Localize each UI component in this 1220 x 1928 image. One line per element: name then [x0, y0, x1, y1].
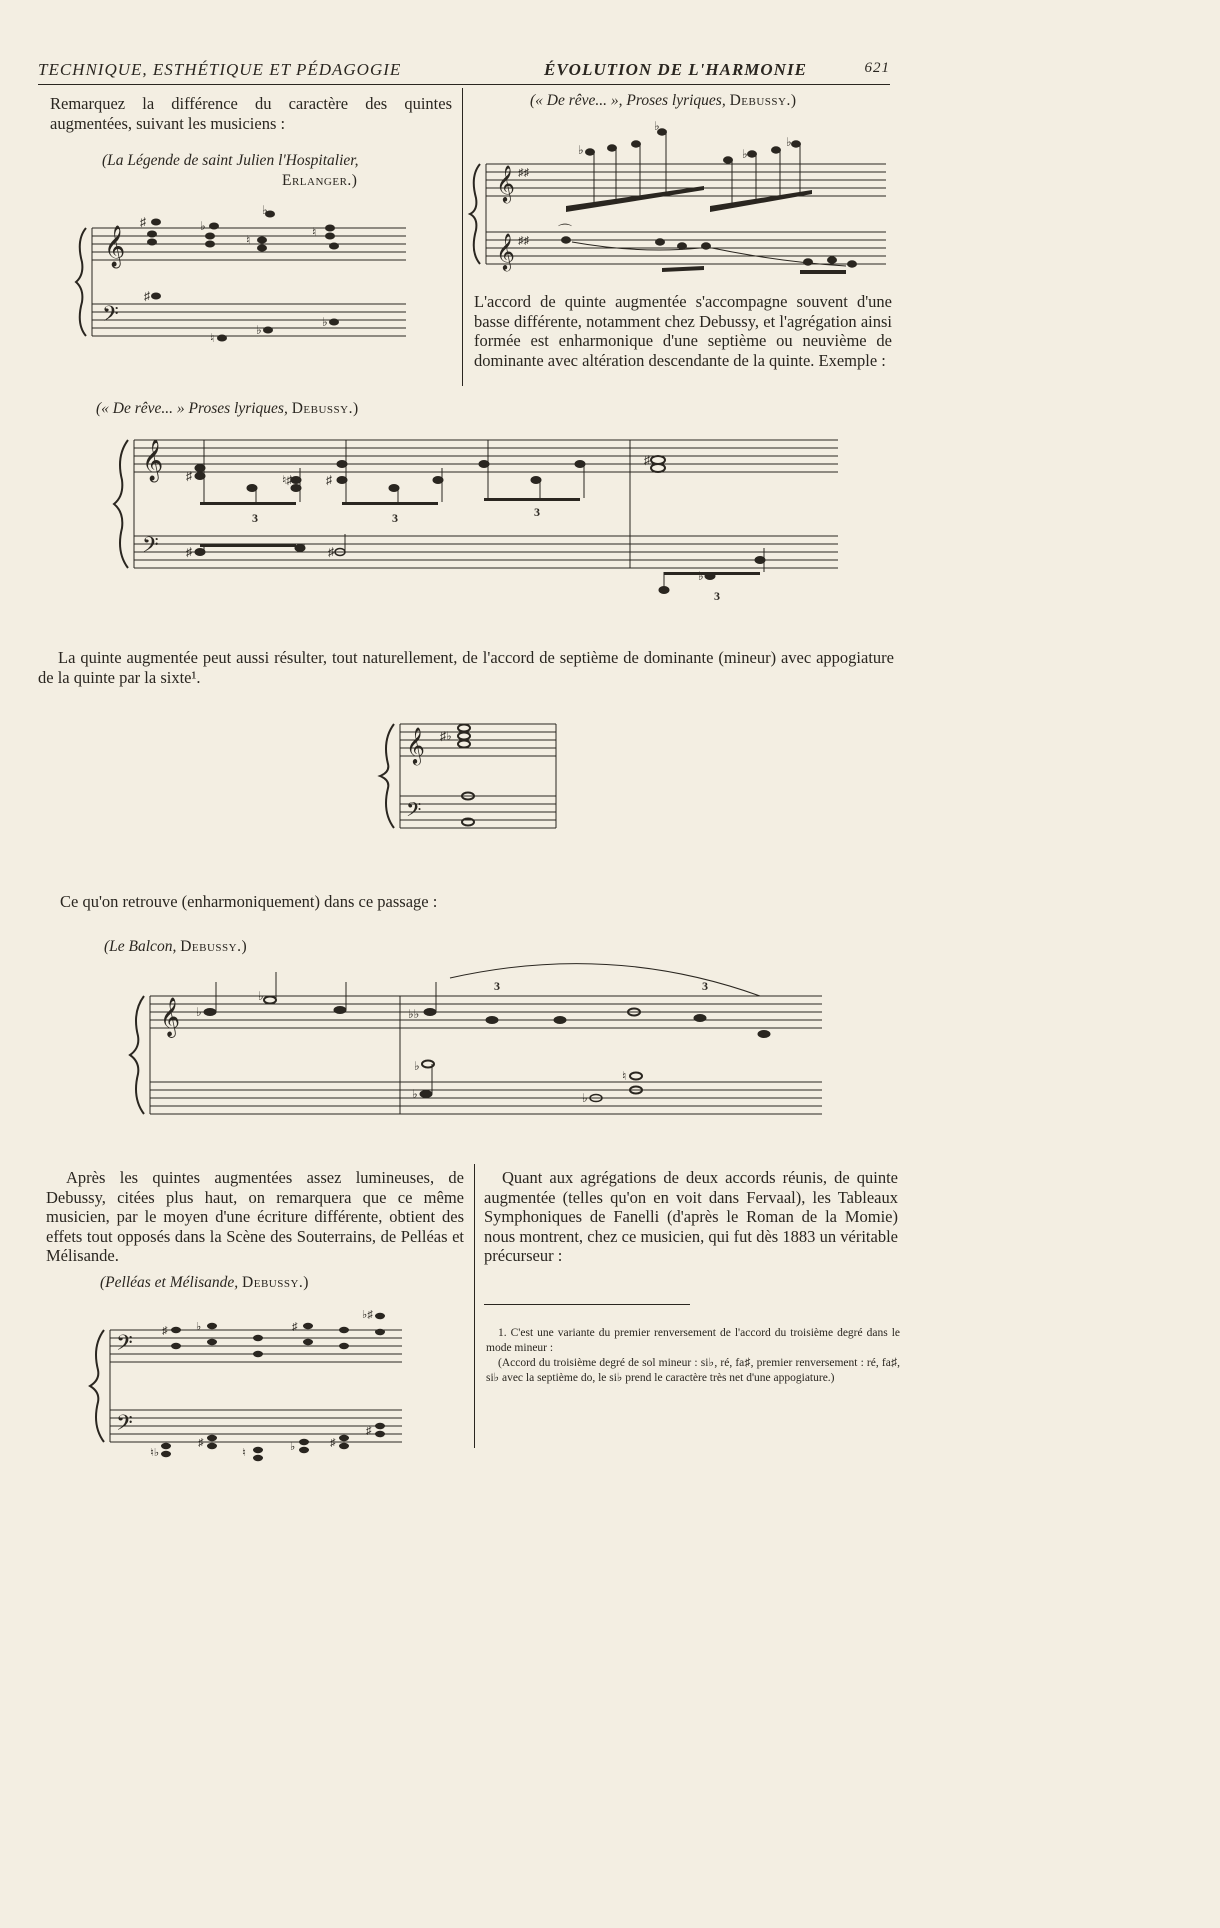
- svg-text:♭: ♭: [258, 989, 264, 1003]
- svg-text:♭: ♭: [196, 1321, 202, 1333]
- svg-text:♯: ♯: [326, 473, 332, 487]
- paragraph-passage: Ce qu'on retrouve (enharmoniquement) dans ce passage :: [60, 892, 438, 911]
- svg-text:♭♯: ♭♯: [362, 1309, 373, 1321]
- paragraph-quinte-augmentee: La quinte augmentée peut aussi résulter, tout naturellement, de l'accord de septième de dominante (mineur) avec appogiature de la quinte par la sixte¹.: [38, 648, 894, 687]
- caption-reve-1: (« De rêve... », Proses lyriques, Debussy.): [530, 92, 797, 109]
- svg-text:♭: ♭: [200, 219, 206, 233]
- svg-text:♯: ♯: [186, 545, 192, 559]
- svg-text:♭: ♭: [582, 1091, 588, 1105]
- svg-text:♯: ♯: [328, 545, 334, 559]
- svg-text:♯♯: ♯♯: [518, 167, 529, 179]
- footnote-rule: [484, 1304, 690, 1305]
- svg-text:♭: ♭: [414, 1059, 420, 1073]
- svg-text:𝄢: 𝄢: [406, 800, 422, 826]
- svg-text:♭: ♭: [654, 119, 660, 133]
- svg-text:♭: ♭: [322, 315, 328, 329]
- svg-text:♭: ♭: [698, 569, 704, 583]
- svg-text:⌒: ⌒: [558, 225, 572, 240]
- triplet-mark: 3: [702, 979, 708, 993]
- svg-text:♯: ♯: [162, 1325, 168, 1337]
- caption-erlanger-composer: Erlanger.): [282, 172, 358, 189]
- header-left: TECHNIQUE, ESTHÉTIQUE ET PÉDAGOGIE: [38, 60, 402, 79]
- caption-balcon: (Le Balcon, Debussy.): [104, 938, 248, 955]
- svg-text:♯: ♯: [186, 469, 192, 483]
- svg-text:𝄞: 𝄞: [160, 999, 181, 1036]
- svg-text:♭: ♭: [256, 323, 262, 337]
- svg-text:♭♭: ♭♭: [408, 1007, 420, 1021]
- caption-reve-2: (« De rêve... » Proses lyriques, Debussy.): [96, 400, 359, 417]
- svg-text:♯: ♯: [330, 1437, 336, 1449]
- svg-text:♯: ♯: [144, 289, 150, 303]
- svg-text:𝄞: 𝄞: [104, 226, 126, 266]
- svg-text:♮♯: ♮♯: [282, 473, 293, 487]
- svg-text:♮: ♮: [242, 1447, 246, 1459]
- svg-text:♯: ♯: [292, 1321, 298, 1333]
- svg-text:♭: ♭: [786, 135, 792, 149]
- triplet-mark: 3: [392, 511, 398, 525]
- svg-text:♯: ♯: [198, 1437, 204, 1449]
- svg-text:♭: ♭: [578, 143, 584, 157]
- paragraph-apres-quintes: Après les quintes augmentées assez lumineuses, de Debussy, citées plus haut, on remarquera que ce même musicien, par le moyen d'une écriture différente, obtient des effets tout opposés dans la Scène des Souterrains, de Pelléas et Mélisande.: [46, 1168, 464, 1265]
- triplet-mark: 3: [252, 511, 258, 525]
- svg-text:♮: ♮: [210, 331, 215, 345]
- svg-text:♯: ♯: [366, 1425, 372, 1437]
- svg-text:♯♯: ♯♯: [518, 235, 529, 247]
- svg-text:♭: ♭: [412, 1087, 418, 1101]
- svg-text:♯: ♯: [644, 453, 650, 467]
- header-right: ÉVOLUTION DE L'HARMONIE: [544, 60, 807, 79]
- footnote-line-2: (Accord du troisième degré de sol mineur : si♭, ré, fa♯, premier renversement : ré, fa♯, si♭ avec la septième do, le si♭ prend le caractère très net d'une appogiature.): [486, 1357, 900, 1384]
- page-number: 621: [864, 60, 890, 76]
- svg-text:♭: ♭: [262, 203, 268, 217]
- svg-text:𝄞: 𝄞: [406, 727, 425, 763]
- svg-text:♮: ♮: [622, 1069, 627, 1083]
- svg-text:𝄢: 𝄢: [102, 302, 119, 331]
- svg-text:𝄢: 𝄢: [142, 533, 159, 562]
- svg-text:𝄞: 𝄞: [142, 440, 164, 480]
- svg-text:♮: ♮: [246, 233, 251, 247]
- triplet-mark: 3: [714, 589, 720, 603]
- triplet-mark: 3: [494, 979, 500, 993]
- svg-text:♮: ♮: [312, 225, 317, 239]
- svg-text:♯♭: ♯♭: [440, 729, 452, 743]
- svg-text:𝄞: 𝄞: [496, 233, 515, 269]
- intro-paragraph: Remarquez la différence du caractère des quintes augmentées, suivant les musiciens :: [50, 94, 452, 133]
- svg-text:𝄢: 𝄢: [116, 1411, 133, 1440]
- svg-text:♭: ♭: [742, 147, 748, 161]
- svg-text:♯: ♯: [140, 215, 146, 229]
- svg-text:𝄞: 𝄞: [496, 165, 515, 201]
- caption-pelleas: (Pelléas et Mélisande, Debussy.): [100, 1274, 309, 1291]
- footnote-line-1: 1. C'est une variante du premier renversement de l'accord du troisième degré dans le mode mineur :: [486, 1327, 900, 1354]
- svg-text:♭: ♭: [290, 1441, 296, 1453]
- svg-text:♮♭: ♮♭: [150, 1447, 160, 1459]
- triplet-mark: 3: [534, 505, 540, 519]
- paragraph-basse-differente: L'accord de quinte augmentée s'accompagne souvent d'une basse différente, notamment chez Debussy, et l'agrégation ainsi formée est enharmonique d'une septième ou neuvième de dominante avec altération descendante de la quinte. Exemple :: [474, 292, 892, 370]
- svg-text:𝄢: 𝄢: [116, 1331, 133, 1360]
- svg-text:♭: ♭: [196, 1005, 202, 1019]
- caption-erlanger-title: (La Légende de saint Julien l'Hospitalier,: [102, 152, 359, 169]
- paragraph-agregations: Quant aux agrégations de deux accords réunis, de quinte augmentée (telles qu'on en voit dans Fervaal), les Tableaux Symphoniques de Fanelli (d'après le Roman de la Momie) nous montrent, chez ce musicien, qui fut dès 1883 un véritable précurseur :: [484, 1168, 898, 1265]
